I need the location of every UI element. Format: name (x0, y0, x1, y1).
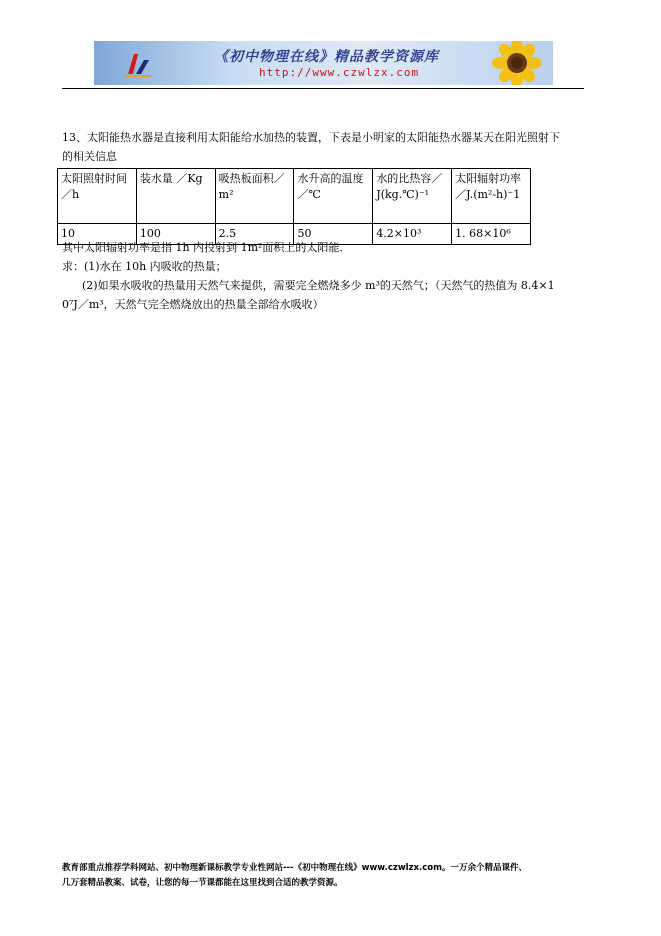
table-cell: 1. 68×10⁶ (452, 224, 531, 245)
table-header-cell: 装水量 ／Kg (136, 169, 215, 224)
table-header-cell: 水升高的温度／℃ (294, 169, 373, 224)
question-intro-line1: 13、太阳能热水器是直接利用太阳能给水加热的装置，下表是小明家的太阳能热水器某天在阳光照射下 (62, 131, 560, 144)
site-logo-icon (124, 50, 154, 78)
table-header-cell: 吸热板面积／m² (215, 169, 294, 224)
table-header-cell: 水的比热容／ J(kg.℃)⁻¹ (373, 169, 452, 224)
page-footer (62, 861, 598, 891)
footer-line1: 教育部重点推荐学科网站、初中物理新课标教学专业性网站---《初中物理在线》www.czwlzx.com。一万余个精品课件、 (62, 863, 527, 873)
table-header-cell: 太阳照射时间／h (58, 169, 137, 224)
question-part2-line2: 0⁷J／m³，天然气完全燃烧放出的热量全部给水吸收） (62, 298, 324, 311)
question-intro-line2: 的相关信息 (62, 150, 117, 163)
data-table (57, 168, 531, 245)
table-cell: 10 (58, 224, 137, 245)
table-cell: 2.5 (215, 224, 294, 245)
question-part2-line1: (2)如果水吸收的热量用天然气来提供，需要完全燃烧多少 m³的天然气；（天然气的热值为 8.4×1 (82, 279, 555, 292)
table-cell: 50 (294, 224, 373, 245)
sunflower-icon (479, 41, 549, 85)
header-banner (94, 41, 553, 85)
table-header-cell: 太阳辐射功率／J.(m²-h)⁻1 (452, 169, 531, 224)
banner-url: http://www.czwlzx.com (259, 66, 420, 79)
question-part1: 求：(1)水在 10h 内吸收的热量； (62, 260, 227, 273)
header-divider (62, 88, 584, 89)
table-cell: 4.2×10³ (373, 224, 452, 245)
banner-title: 《初中物理在线》精品教学资源库 (214, 49, 439, 65)
table-header-row (58, 169, 531, 224)
question-note: 其中太阳辐射功率是指 1h 内投射到 1m²面积上的太阳能． (62, 241, 351, 254)
footer-line2: 几万套精品教案、试卷，让您的每一节课都能在这里找到合适的教学资源。 (62, 878, 343, 888)
table-cell: 100 (136, 224, 215, 245)
